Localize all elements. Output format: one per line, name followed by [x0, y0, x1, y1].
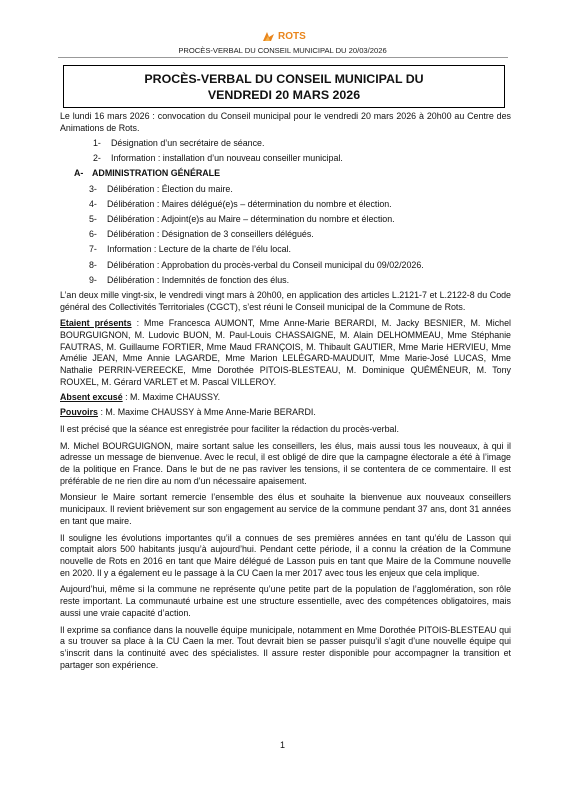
agenda-item: 2- Information : installation d’un nouveau conseiller municipal. — [93, 153, 343, 164]
body-paragraph: Il exprime sa confiance dans la nouvelle équipe municipale, notamment en Mme Dorothée PITOIS-BLESTEAU qui a su trouver sa place à la CU Caen la mer. Tout devrait bien se passer puisqu’il s’agit d’une nouvelle équipe qui s’inscrit dans la continuité avec des spécialistes. Il assure rester disponible pour accompagner la transition et partager son expérience. — [60, 624, 511, 670]
present-label: Etaient présents — [60, 318, 132, 329]
body-paragraph: Monsieur le Maire sortant remercie l’ensemble des élus et souhaite la bienvenue aux nouveaux conseillers municipaux. Il revient brièvement sur son engagement au service de la commune pendant 37 ans, dont 31 années en tant que maire. — [60, 492, 511, 526]
title-line-2: VENDREDI 20 MARS 2026 — [207, 87, 361, 102]
proxies-label: Pouvoirs — [60, 407, 98, 418]
agenda-item: 1- Désignation d’un secrétaire de séance. — [93, 137, 265, 148]
agenda-item: 3- Délibération : Élection du maire. — [89, 183, 233, 194]
header-subtitle: PROCÈS-VERBAL DU CONSEIL MUNICIPAL DU 20/03/2026 — [178, 46, 387, 55]
agenda-item: 7- Information : Lecture de la charte de l’élu local. — [89, 244, 292, 255]
body-paragraph: Il est précisé que la séance est enregistrée pour faciliter la rédaction du procès-verbal. — [60, 423, 399, 434]
agenda-item: 4- Délibération : Maires délégué(e)s – détermination du nombre et élection. — [89, 198, 392, 209]
logo — [262, 31, 306, 42]
absent-label: Absent excusé — [60, 392, 123, 403]
present-paragraph — [60, 318, 511, 388]
section-heading: A- ADMINISTRATION GÉNÉRALE — [74, 168, 221, 179]
body-paragraph: Il souligne les évolutions importantes qu’il a connues de ses premières années en tant qu’élu de Lasson qui comptait alors 500 habitants jusqu’à aujourd’hui. Pendant cette période, il a connu la création de la Commune nouvelle de Rots en 2016 en tant que Maire délégué de Lasson puis en tant que Maire de la Commune nouvelle en 2020. Il y a également eu le passage à la CU Caen la mer 2017 avec tous les enjeux que cela implique. — [60, 532, 511, 578]
title-box — [63, 65, 505, 108]
agenda-item: 8- Délibération : Approbation du procès-verbal du Conseil municipal du 09/02/2026. — [89, 259, 424, 270]
present-list: : Mme Francesca AUMONT, Mme Anne-Marie BERARDI, M. Jacky BESNIER, M. Michel BOURGUIGNON, M. Ludovic BUON, M. Paul-Louis CHASSAIGNE, M. Alain DELHOMMEAU, Mme Stéphanie FAUTRAS, M. Guillaume FORTIER, Mme Maud FRANÇOIS, M. Thibault GAUTIER, Mme Marie HERVIEU, Mme Amélie JEAN, Mme Annie LAGARDE, Mme Marion LELÉGARD-MAUDUIT, Mme Marie-José LUCAS, Mme Nathalie PERRIN-VEREECKE, Mme Dorothée PITOIS-BLESTEAU, M. Dominique QUÉMÉNEUR, M. Tony ROUXEL, M. Gérard VARLET et M. Pascal VILLEROY. — [60, 318, 511, 387]
page-number: 1 — [279, 740, 285, 750]
rots-logo-icon — [262, 31, 275, 42]
absent-paragraph: Absent excusé : M. Maxime CHAUSSY. — [60, 392, 221, 403]
agenda-item: 5- Délibération : Adjoint(e)s au Maire – détermination du nombre et élection. — [89, 213, 395, 224]
intro-paragraph: Le lundi 16 mars 2026 : convocation du Conseil municipal pour le vendredi 20 mars 2026 à 20h00 au Centre des Animations de Rots. — [60, 111, 511, 133]
logo-text: ROTS — [278, 31, 306, 42]
opening-paragraph: L’an deux mille vingt-six, le vendredi vingt mars à 20h00, en application des articles L.2121-7 et L.2122-8 du Code général des Collectivités Territoriales (CGCT), s’est réuni le Conseil municipal de la Commune de Rots. — [60, 289, 511, 312]
document-body — [60, 111, 511, 671]
body-paragraph: Aujourd’hui, même si la commune ne représente qu’une petite part de la population de l’agglomération, son rôle reste important. La communauté urbaine est une structure essentielle, avec des compétences obligatoires, mais aussi une vraie capacité d’action. — [60, 584, 511, 618]
title-line-1: PROCÈS-VERBAL DU CONSEIL MUNICIPAL DU — [144, 71, 424, 86]
header-divider — [58, 57, 508, 58]
agenda-item: 6- Délibération : Désignation de 3 conseillers délégués. — [89, 229, 314, 240]
proxies-paragraph: Pouvoirs : M. Maxime CHAUSSY à Mme Anne-Marie BERARDI. — [60, 407, 316, 418]
agenda-item: 9- Délibération : Indemnités de fonction des élus. — [89, 274, 290, 285]
body-paragraph: M. Michel BOURGUIGNON, maire sortant salue les conseillers, les élus, mais aussi tous les nouveaux, à qui il adresse un message de bienvenue. Avec le recul, il est obligé de dire que la campagne électorale a été à l’image de la politique en France. Dans le but de ne pas raviver les tensions, il se contentera de ce commentaire. Il est préférable de ne rien dire au nom d’un nécessaire apaisement. — [60, 440, 511, 486]
